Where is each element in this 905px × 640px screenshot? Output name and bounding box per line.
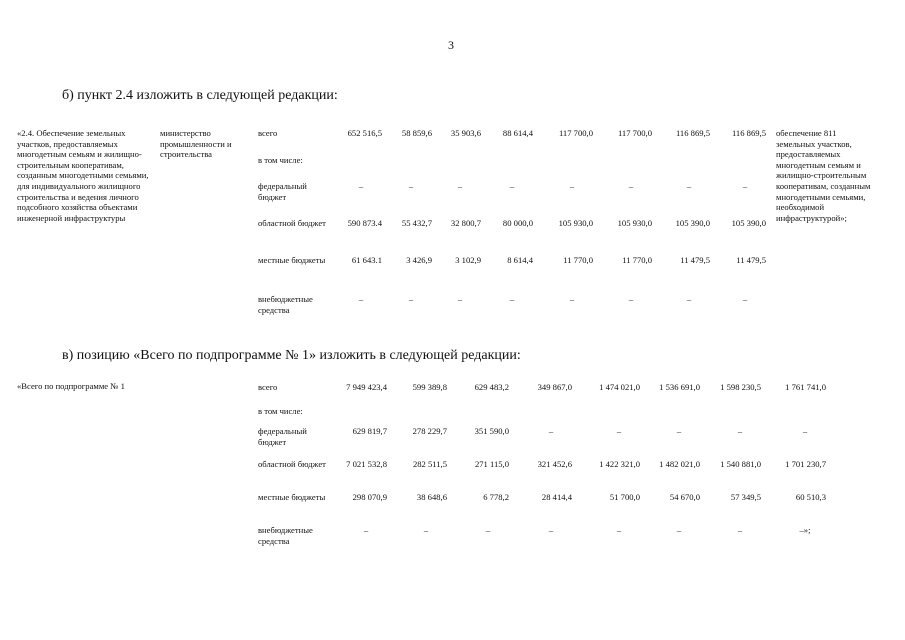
table-cell: 590 873.4 bbox=[347, 218, 382, 228]
table-cell: – bbox=[457, 181, 463, 191]
table-cell: 298 070,9 bbox=[352, 492, 387, 502]
table-cell: –»; bbox=[799, 525, 811, 535]
table-cell: 7 949 423,4 bbox=[346, 382, 387, 392]
table-cell: 3 426,9 bbox=[406, 255, 432, 265]
table-cell: 60 510,3 bbox=[795, 492, 826, 502]
table-cell: 271 115,0 bbox=[474, 459, 509, 469]
table-cell: 35 903,6 bbox=[450, 128, 481, 138]
table-cell: 51 700,0 bbox=[609, 492, 640, 502]
table-cell: 105 390,0 bbox=[731, 218, 766, 228]
table-cell: 599 389,8 bbox=[412, 382, 447, 392]
table-cell: – bbox=[742, 181, 748, 191]
table-cell: 55 432,7 bbox=[401, 218, 432, 228]
table-cell: 11 770,0 bbox=[563, 255, 593, 265]
table-cell: – bbox=[569, 294, 575, 304]
table-cell: 80 000,0 bbox=[502, 218, 533, 228]
table-cell: 57 349,5 bbox=[730, 492, 761, 502]
table-cell: 117 700,0 bbox=[558, 128, 593, 138]
row-label: федеральный бюджет bbox=[258, 426, 307, 447]
table-cell: 28 414,4 bbox=[541, 492, 572, 502]
table-cell: 1 474 021,0 bbox=[599, 382, 640, 392]
table-cell: 11 479,5 bbox=[736, 255, 766, 265]
table-cell: 8 614,4 bbox=[507, 255, 533, 265]
row-label: внебюджетные средства bbox=[258, 525, 313, 546]
table-cell: 629 483,2 bbox=[474, 382, 509, 392]
row-label: всего bbox=[258, 128, 278, 138]
table-cell: 1 482 021,0 bbox=[659, 459, 700, 469]
table-cell: – bbox=[737, 426, 743, 436]
table-cell: 61 643.1 bbox=[351, 255, 382, 265]
section-c-heading: в) позицию «Всего по подпрограмме № 1» изложить в следующей редакции: bbox=[62, 348, 521, 363]
table-cell: 321 452,6 bbox=[537, 459, 572, 469]
table-cell: 282 511,5 bbox=[412, 459, 447, 469]
table-cell: – bbox=[548, 525, 554, 535]
table-cell: 652 516,5 bbox=[347, 128, 382, 138]
table-cell: 105 930,0 bbox=[617, 218, 652, 228]
section-b-executor: министерство промышленности и строительства bbox=[160, 128, 232, 160]
table-cell: – bbox=[408, 294, 414, 304]
table-cell: – bbox=[628, 181, 634, 191]
table-cell: 278 229,7 bbox=[412, 426, 447, 436]
page-number: 3 bbox=[448, 38, 454, 52]
table-cell: 105 930,0 bbox=[558, 218, 593, 228]
table-cell: – bbox=[676, 426, 682, 436]
table-cell: – bbox=[569, 181, 575, 191]
table-cell: 351 590,0 bbox=[474, 426, 509, 436]
table-cell: – bbox=[358, 181, 364, 191]
table-cell: – bbox=[676, 525, 682, 535]
table-cell: – bbox=[686, 294, 692, 304]
table-cell: – bbox=[686, 181, 692, 191]
table-cell: 11 770,0 bbox=[622, 255, 652, 265]
row-label: областной бюджет bbox=[258, 459, 326, 469]
table-cell: – bbox=[548, 426, 554, 436]
table-cell: 117 700,0 bbox=[617, 128, 652, 138]
table-cell: – bbox=[485, 525, 491, 535]
row-label: всего bbox=[258, 382, 278, 392]
table-cell: – bbox=[802, 426, 808, 436]
row-label: федеральный бюджет bbox=[258, 181, 307, 202]
row-label: местные бюджеты bbox=[258, 255, 326, 265]
row-label: в том числе: bbox=[258, 406, 303, 416]
table-cell: 116 869,5 bbox=[731, 128, 766, 138]
table-cell: 1 536 691,0 bbox=[659, 382, 700, 392]
table-cell: 105 390,0 bbox=[675, 218, 710, 228]
section-b-item-name: «2.4. Обеспечение земельных участков, предоставляемых многодетным семьям и жилищно-строительным кооперативам, созданным многодетными семьями, для индивидуального жилищного строительства и ведения личного подсобного хозяйства объектами инженерной инфраструктуры bbox=[17, 128, 149, 223]
row-label: местные бюджеты bbox=[258, 492, 326, 502]
row-label: внебюджетные средства bbox=[258, 294, 313, 315]
table-cell: 629 819,7 bbox=[352, 426, 387, 436]
table-cell: – bbox=[358, 294, 364, 304]
table-cell: – bbox=[616, 525, 622, 535]
table-cell: – bbox=[509, 294, 515, 304]
table-cell: – bbox=[628, 294, 634, 304]
table-cell: – bbox=[742, 294, 748, 304]
table-cell: 38 648,6 bbox=[416, 492, 447, 502]
section-b-result: обеспечение 811 земельных участков, предоставляемых многодетным семьям и жилищно-строительным кооперативам, созданным многодетными семьями, необходимой инфраструктурой»; bbox=[776, 128, 871, 223]
table-cell: 58 859,6 bbox=[401, 128, 432, 138]
table-cell: 6 778,2 bbox=[483, 492, 509, 502]
table-cell: 54 670,0 bbox=[669, 492, 700, 502]
table-cell: 11 479,5 bbox=[680, 255, 710, 265]
table-cell: 88 614,4 bbox=[502, 128, 533, 138]
table-cell: 1 422 321,0 bbox=[599, 459, 640, 469]
table-cell: – bbox=[616, 426, 622, 436]
table-cell: 1 761 741,0 bbox=[785, 382, 826, 392]
table-cell: 3 102,9 bbox=[455, 255, 481, 265]
table-cell: – bbox=[509, 181, 515, 191]
table-cell: 349 867,0 bbox=[537, 382, 572, 392]
row-label: в том числе: bbox=[258, 155, 303, 165]
table-cell: – bbox=[408, 181, 414, 191]
table-cell: 7 021 532,8 bbox=[346, 459, 387, 469]
table-cell: – bbox=[423, 525, 429, 535]
table-cell: 1 701 230,7 bbox=[785, 459, 826, 469]
section-c-item-name: «Всего по подпрограмме № 1 bbox=[17, 381, 125, 391]
section-b-heading: б) пункт 2.4 изложить в следующей редакции: bbox=[62, 88, 338, 103]
table-cell: 1 598 230,5 bbox=[720, 382, 761, 392]
table-cell: 116 869,5 bbox=[675, 128, 710, 138]
row-label: областной бюджет bbox=[258, 218, 326, 228]
table-cell: – bbox=[737, 525, 743, 535]
table-cell: 1 540 881,0 bbox=[720, 459, 761, 469]
table-cell: – bbox=[363, 525, 369, 535]
table-cell: 32 800,7 bbox=[450, 218, 481, 228]
table-cell: – bbox=[457, 294, 463, 304]
